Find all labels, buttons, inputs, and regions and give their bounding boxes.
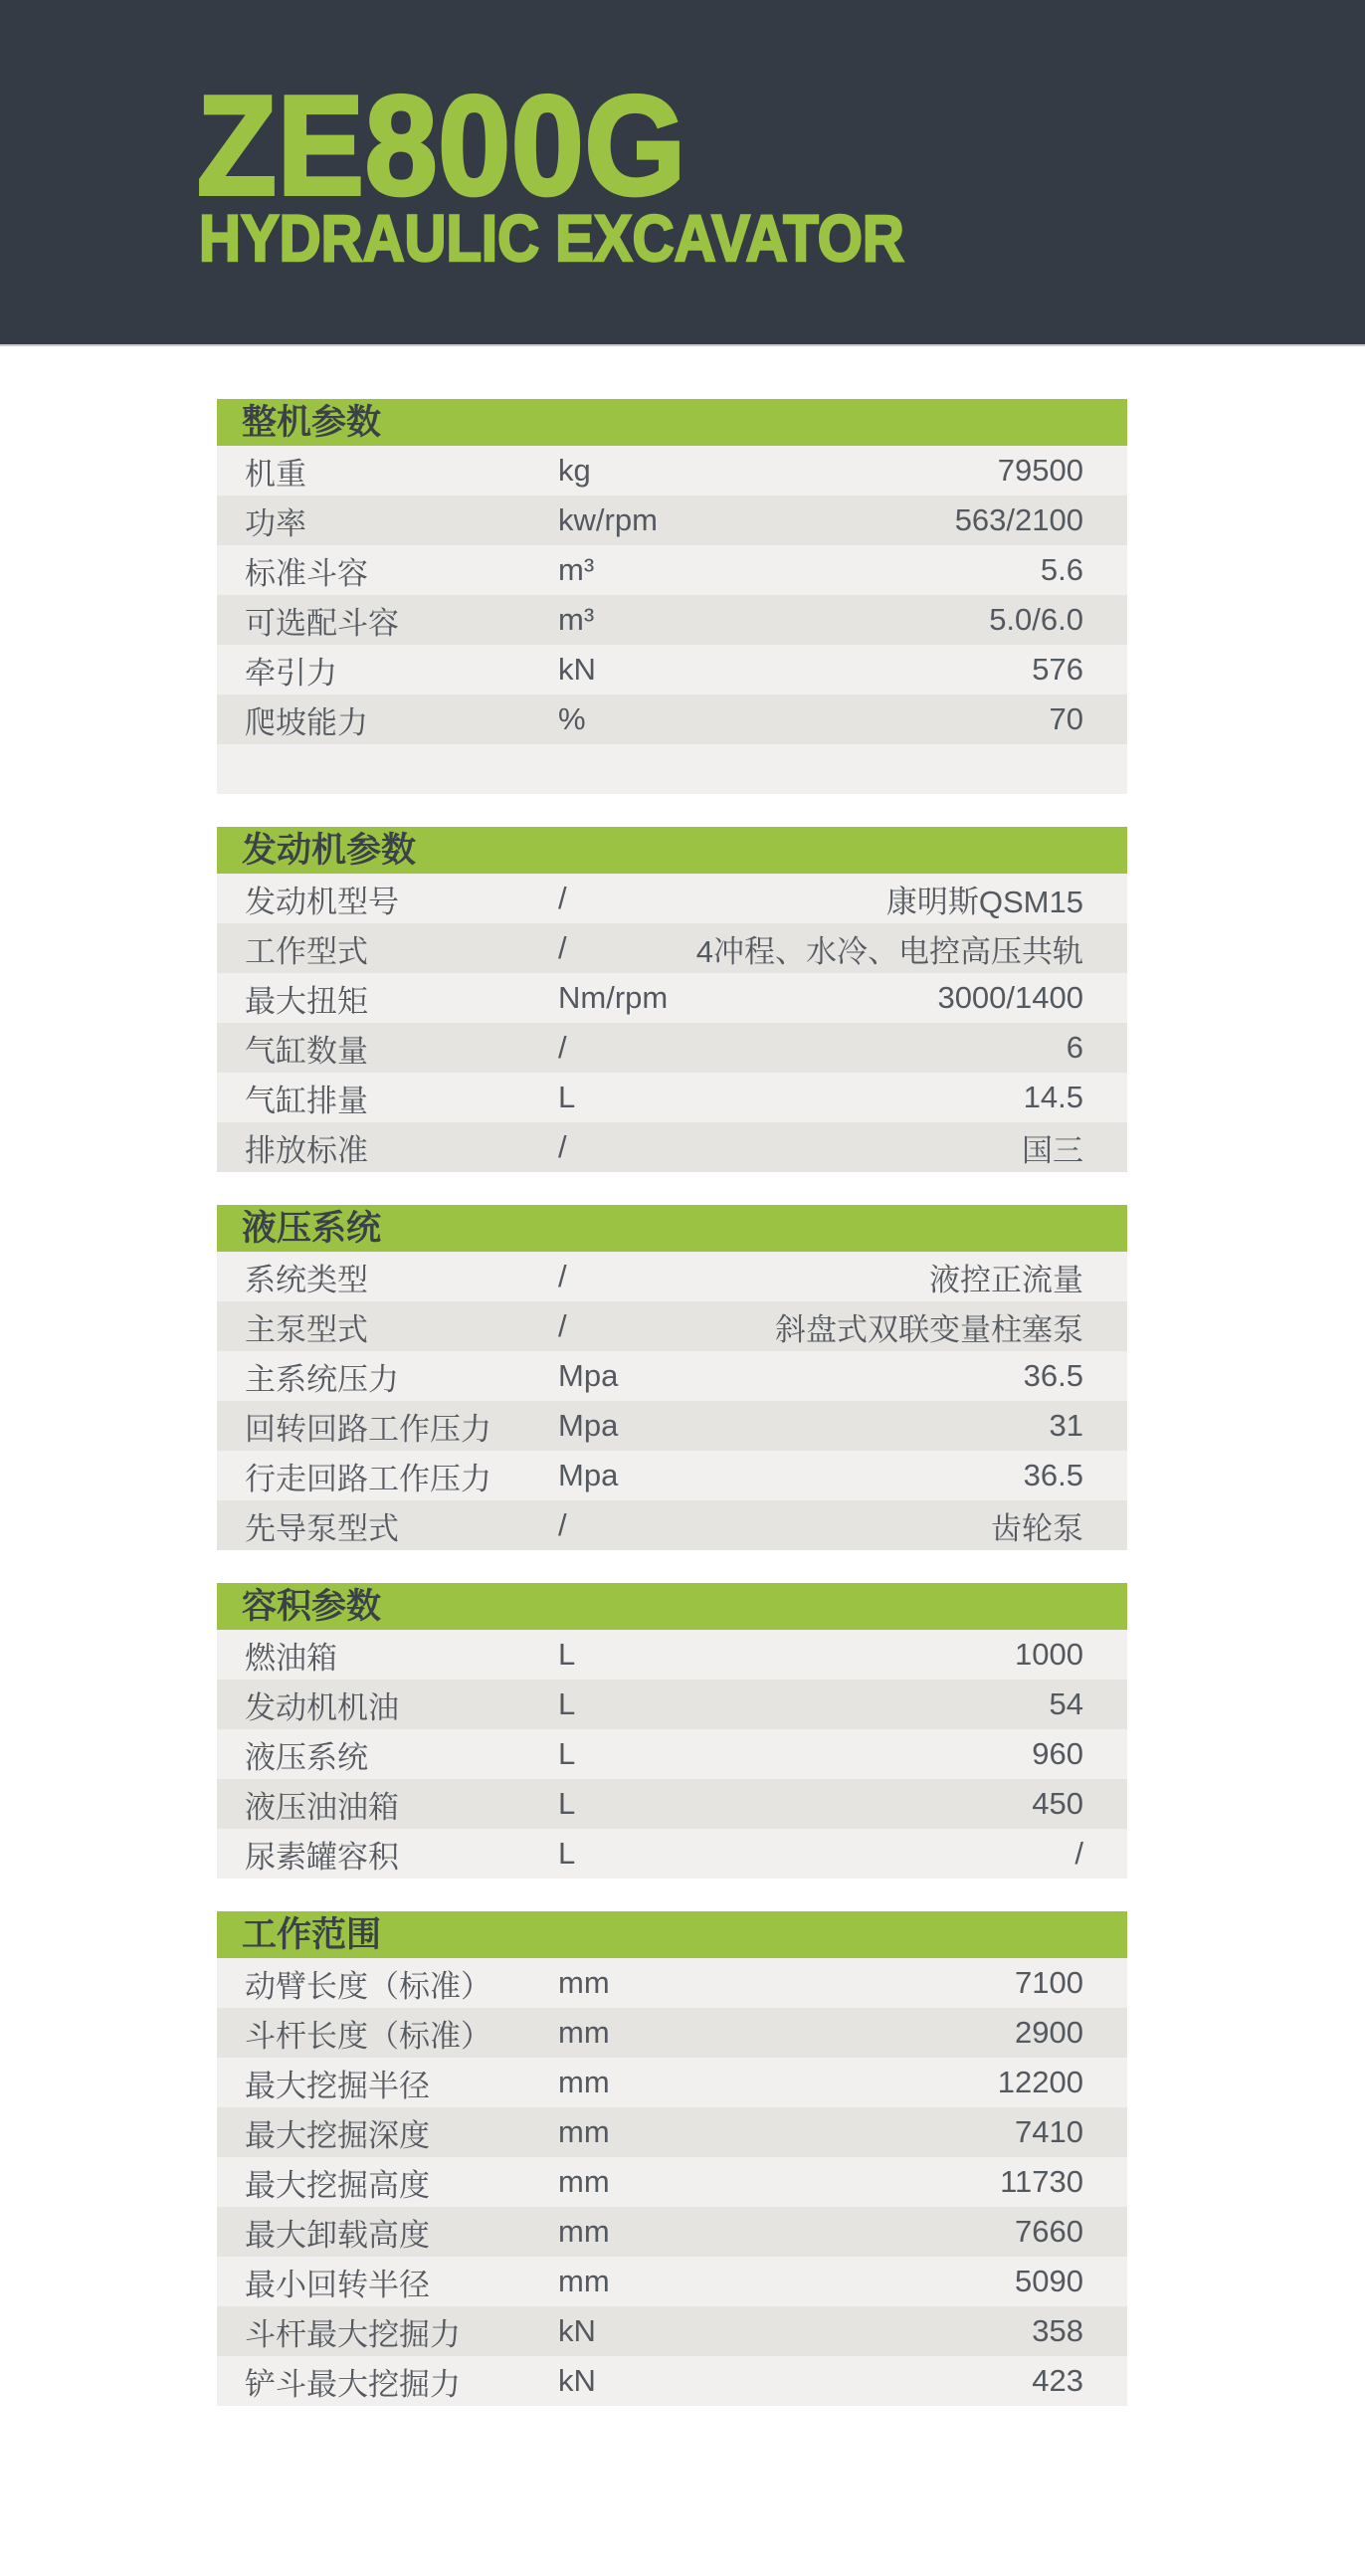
spec-label: 气缸排量 (245, 1083, 368, 1118)
spec-value: / (1074, 1836, 1083, 1871)
spec-unit: mm (558, 2015, 610, 2050)
spec-label: 斗杆最大挖掘力 (245, 2316, 461, 2352)
spec-unit: kN (558, 2313, 596, 2348)
spec-value: 斜盘式双联变量柱塞泵 (775, 1311, 1083, 1347)
spec-unit: L (558, 1686, 576, 1721)
spec-unit: mm (558, 2164, 610, 2199)
spec-unit: L (558, 1836, 576, 1871)
spec-label: 排放标准 (245, 1132, 368, 1168)
spec-value: 7660 (1015, 2214, 1083, 2249)
spec-unit: / (558, 881, 567, 915)
spec-table-4 (217, 1583, 1127, 1879)
spec-unit: kw/rpm (558, 502, 658, 537)
spec-row (217, 1779, 1127, 1829)
spec-label: 发动机型号 (245, 884, 399, 919)
spec-row (217, 1958, 1127, 2008)
spec-value: 7410 (1015, 2114, 1083, 2149)
product-type-subtitle: HYDRAULIC EXCAVATOR (199, 201, 904, 275)
spec-value: 5.6 (1040, 552, 1083, 587)
spec-label: 气缸数量 (245, 1033, 368, 1069)
spec-value: 3000/1400 (937, 980, 1083, 1015)
spec-value: 4冲程、水冷、电控高压共轨 (695, 933, 1083, 969)
spec-row (217, 545, 1127, 595)
spec-row (217, 2356, 1127, 2406)
spec-row (217, 1630, 1127, 1680)
spec-row (217, 744, 1127, 794)
section-title-bar: 容积参数 (217, 1583, 1127, 1630)
spec-label: 最小回转半径 (245, 2267, 430, 2302)
spec-value: 国三 (1022, 1132, 1083, 1168)
spec-label: 燃油箱 (245, 1640, 337, 1676)
spec-value: 576 (1032, 652, 1083, 687)
spec-tables (217, 399, 1127, 2406)
spec-row (217, 1073, 1127, 1122)
spec-unit: kN (558, 2363, 596, 2398)
spec-value: 450 (1032, 1786, 1083, 1821)
spec-label: 系统类型 (245, 1262, 368, 1297)
spec-label: 爬坡能力 (245, 704, 368, 740)
spec-label: 回转回路工作压力 (245, 1411, 491, 1447)
spec-value: 358 (1032, 2313, 1083, 2348)
spec-label: 最大扭矩 (245, 983, 368, 1019)
spec-unit: / (558, 1259, 567, 1293)
spec-unit: mm (558, 2114, 610, 2149)
spec-row (217, 1451, 1127, 1500)
spec-row (217, 1500, 1127, 1550)
spec-unit: / (558, 930, 567, 965)
spec-label: 主系统压力 (245, 1361, 399, 1397)
spec-label: 标准斗容 (245, 555, 368, 591)
spec-row (217, 1729, 1127, 1779)
spec-unit: kN (558, 652, 596, 687)
product-model-title: ZE800G (197, 67, 687, 225)
spec-value: 12200 (997, 2065, 1083, 2099)
spec-label: 液压系统 (245, 1739, 368, 1775)
spec-unit: / (558, 1308, 567, 1343)
spec-row (217, 2157, 1127, 2207)
brochure-header (0, 0, 1365, 346)
spec-row (217, 1829, 1127, 1879)
spec-table-5 (217, 1911, 1127, 2406)
spec-row (217, 446, 1127, 495)
spec-row (217, 1401, 1127, 1451)
spec-value: 7100 (1015, 1965, 1083, 2000)
spec-table-3 (217, 1205, 1127, 1550)
spec-row (217, 2058, 1127, 2107)
spec-row (217, 973, 1127, 1023)
spec-row (217, 1252, 1127, 1301)
spec-value: 5090 (1015, 2264, 1083, 2298)
spec-value: 液控正流量 (929, 1262, 1083, 1297)
spec-label: 铲斗最大挖掘力 (245, 2366, 461, 2402)
spec-unit: Mpa (558, 1408, 619, 1443)
spec-table-2 (217, 827, 1127, 1172)
spec-label: 最大挖掘深度 (245, 2117, 430, 2153)
spec-label: 斗杆长度（标准） (245, 2018, 491, 2054)
spec-row (217, 2207, 1127, 2257)
spec-unit: L (558, 1080, 576, 1114)
spec-unit: / (558, 1129, 567, 1164)
spec-label: 主泵型式 (245, 1311, 368, 1347)
spec-label: 发动机机油 (245, 1689, 399, 1725)
spec-unit: L (558, 1736, 576, 1771)
spec-value: 423 (1032, 2363, 1083, 2398)
spec-row (217, 1351, 1127, 1401)
spec-row (217, 1680, 1127, 1729)
spec-row (217, 645, 1127, 694)
spec-row (217, 2008, 1127, 2058)
spec-unit: Mpa (558, 1358, 619, 1393)
spec-row (217, 2107, 1127, 2157)
spec-value: 70 (1049, 701, 1083, 736)
spec-value: 36.5 (1023, 1458, 1083, 1492)
spec-value: 563/2100 (954, 502, 1083, 537)
spec-row (217, 923, 1127, 973)
spec-label: 尿素罐容积 (245, 1839, 399, 1875)
spec-unit: mm (558, 2214, 610, 2249)
section-title-bar: 工作范围 (217, 1911, 1127, 1958)
spec-value: 5.0/6.0 (989, 602, 1083, 637)
spec-unit: / (558, 1507, 567, 1542)
spec-unit: Nm/rpm (558, 980, 669, 1015)
spec-label: 功率 (245, 505, 306, 541)
spec-value: 康明斯QSM15 (885, 884, 1083, 919)
section-title-bar: 整机参数 (217, 399, 1127, 446)
spec-value: 齿轮泵 (991, 1510, 1083, 1546)
spec-row (217, 2306, 1127, 2356)
spec-value: 79500 (997, 453, 1083, 488)
spec-value: 14.5 (1023, 1080, 1083, 1114)
spec-unit: L (558, 1786, 576, 1821)
spec-unit: Mpa (558, 1458, 619, 1492)
spec-label: 牵引力 (245, 655, 337, 691)
section-title-bar: 液压系统 (217, 1205, 1127, 1252)
spec-unit: mm (558, 2264, 610, 2298)
spec-label: 最大挖掘高度 (245, 2167, 430, 2203)
spec-value: 1000 (1015, 1637, 1083, 1672)
spec-label: 行走回路工作压力 (245, 1461, 491, 1496)
spec-row (217, 595, 1127, 645)
spec-unit: mm (558, 1965, 610, 2000)
spec-value: 960 (1032, 1736, 1083, 1771)
spec-label: 先导泵型式 (245, 1510, 399, 1546)
spec-row (217, 1122, 1127, 1172)
spec-label: 最大挖掘半径 (245, 2068, 430, 2103)
spec-table-1 (217, 399, 1127, 794)
spec-value: 11730 (1000, 2164, 1083, 2199)
spec-value: 2900 (1015, 2015, 1083, 2050)
spec-unit: m³ (558, 552, 595, 587)
spec-row (217, 694, 1127, 744)
spec-label: 动臂长度（标准） (245, 1968, 491, 2004)
spec-unit: mm (558, 2065, 610, 2099)
spec-value: 6 (1066, 1030, 1083, 1065)
spec-label: 最大卸载高度 (245, 2217, 430, 2253)
spec-value: 36.5 (1023, 1358, 1083, 1393)
spec-label: 机重 (245, 456, 306, 492)
spec-unit: m³ (558, 602, 595, 637)
spec-label: 工作型式 (245, 933, 368, 969)
spec-label: 液压油油箱 (245, 1789, 399, 1825)
spec-value: 54 (1049, 1686, 1083, 1721)
spec-row (217, 2257, 1127, 2306)
spec-row (217, 874, 1127, 923)
spec-value: 31 (1049, 1408, 1083, 1443)
spec-unit: L (558, 1637, 576, 1672)
section-title-bar: 发动机参数 (217, 827, 1127, 874)
spec-row (217, 495, 1127, 545)
spec-label: 可选配斗容 (245, 605, 399, 641)
spec-row (217, 1023, 1127, 1073)
spec-unit: % (558, 701, 586, 736)
spec-unit: / (558, 1030, 567, 1065)
spec-unit: kg (558, 453, 591, 488)
spec-row (217, 1301, 1127, 1351)
